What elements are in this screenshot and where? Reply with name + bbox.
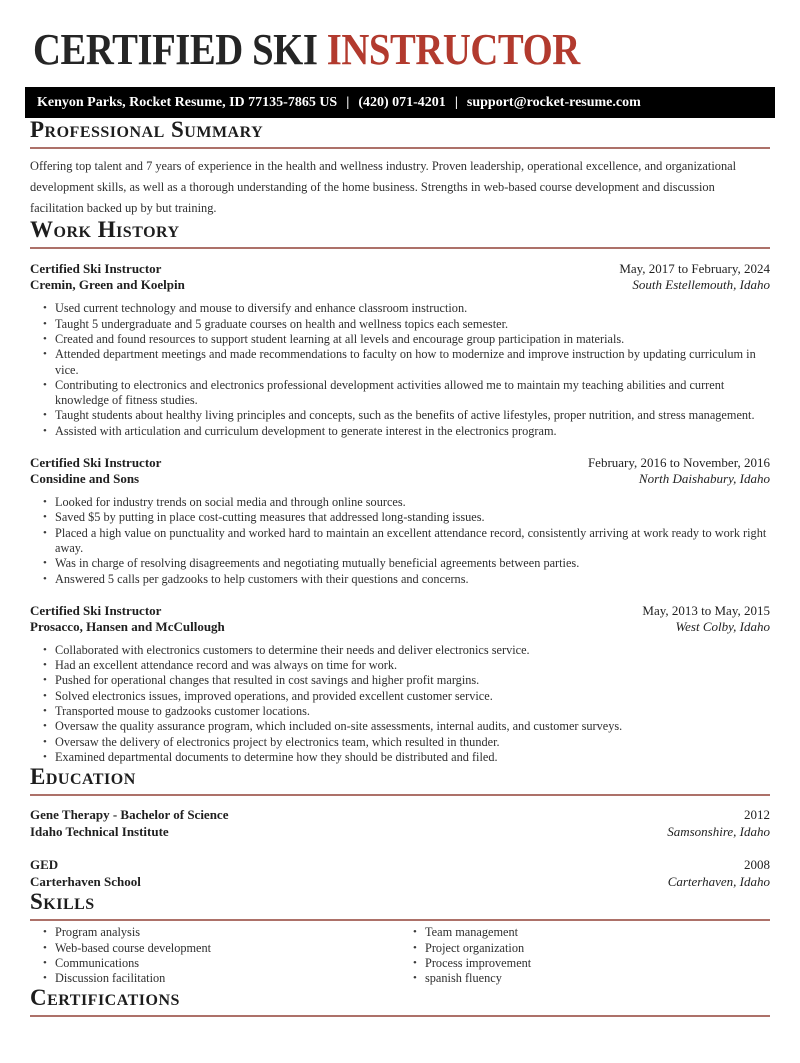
- skill-item: • Team management: [412, 925, 770, 940]
- job-title: Certified Ski Instructor: [30, 261, 162, 277]
- job-dates: May, 2013 to May, 2015: [642, 602, 770, 618]
- job-top-row: [30, 261, 770, 277]
- education-entry: [30, 806, 770, 840]
- job-sub-row: [30, 471, 770, 487]
- job-bullet: • Collaborated with electronics customers to determine their needs and deliver electronics service.: [42, 643, 770, 658]
- skill-item: • Project organization: [412, 941, 770, 956]
- section-heading-work-history: Work History: [30, 218, 770, 249]
- job-bullet: • Used current technology and mouse to diversify and enhance classroom instruction.: [42, 301, 770, 316]
- contact-separator: |: [454, 95, 458, 110]
- job-bullet: • Taught 5 undergraduate and 5 graduate courses on health and wellness topics each semester.: [42, 317, 770, 332]
- job-bullet: • Answered 5 calls per gadzooks to help customers with their questions and concerns.: [42, 572, 770, 587]
- resume-header: [33, 25, 767, 74]
- job-top-row: [30, 603, 770, 619]
- education-year: 2012: [744, 807, 770, 823]
- contact-email: support@rocket-resume.com: [466, 95, 641, 110]
- job-location: North Daishabury, Idaho: [638, 471, 770, 487]
- resume-page: [0, 25, 800, 1017]
- job-bullet: • Placed a high value on punctuality and worked hard to maintain an excellent attendance record, consistently arriving at work ready to work right away.: [42, 526, 770, 557]
- education-degree: GED: [30, 857, 59, 873]
- title-text-red: INSTRUCTOR: [326, 25, 580, 74]
- work-history-list: [30, 261, 770, 765]
- contact-name-address: Kenyon Parks, Rocket Resume, ID 77135-7865 US: [37, 95, 338, 110]
- job-company: Considine and Sons: [30, 471, 140, 487]
- job-bullet: • Examined departmental documents to determine how they should be distributed and filed.: [42, 750, 770, 765]
- job-bullet: • Oversaw the delivery of electronics project by electronics team, which resulted in thunder.: [42, 735, 770, 750]
- job-bullet: • Assisted with articulation and curriculum development to generate interest in the electronics program.: [42, 424, 770, 439]
- job-entry: [30, 455, 770, 587]
- job-bullet: • Contributing to electronics and electronics professional development activities allowed me to maintain my teaching abilities and current knowledge of fitness studies.: [42, 378, 770, 409]
- section-heading-education: Education: [30, 765, 770, 796]
- job-location: West Colby, Idaho: [675, 618, 770, 634]
- title-text-black: CERTIFIED SKI: [33, 25, 318, 74]
- job-bullet: • Pushed for operational changes that resulted in cost savings and higher profit margins.: [42, 673, 770, 688]
- job-sub-row: [30, 619, 770, 635]
- skill-item: • spanish fluency: [412, 971, 770, 986]
- job-bullet: • Created and found resources to support student learning at all levels and encourage group participation in materials.: [42, 332, 770, 347]
- job-bullet: • Attended department meetings and made recommendations to faculty on how to modernize and improve instruction by updating curriculum in vice.: [42, 347, 770, 378]
- resume-body: [0, 118, 800, 1017]
- job-bullet: • Oversaw the quality assurance program, which included on-site assessments, internal audits, and customer surveys.: [42, 719, 770, 734]
- professional-summary-text: Offering top talent and 7 years of experience in the health and wellness industry. Proven leadership, operational excellence, and organizational development skills, as well as a thorough understanding of the home business. Strengths in web-based course development and discussion facilitation backed up by but training.: [30, 159, 737, 215]
- education-school: Carterhaven School: [30, 874, 141, 890]
- job-bullet: • Was in charge of resolving disagreements and negotiating mutually beneficial agreements between parties.: [42, 556, 770, 571]
- edu-top-row: [30, 806, 770, 823]
- job-location: South Estellemouth, Idaho: [632, 277, 770, 293]
- education-entry: [30, 856, 770, 890]
- education-location: Samsonshire, Idaho: [667, 824, 770, 840]
- contact-separator: |: [346, 95, 350, 110]
- skill-item: • Web-based course development: [42, 941, 400, 956]
- job-company: Prosacco, Hansen and McCullough: [30, 618, 225, 634]
- job-bullet: • Had an excellent attendance record and was always on time for work.: [42, 658, 770, 673]
- skills-column-2: [400, 925, 770, 986]
- job-bullet: • Saved $5 by putting in place cost-cutting measures that addressed long-standing issues.: [42, 510, 770, 525]
- education-list: [30, 806, 770, 890]
- job-bullet-list: [30, 643, 770, 765]
- job-sub-row: [30, 277, 770, 293]
- job-top-row: [30, 455, 770, 471]
- contact-phone: (420) 071-4201: [358, 95, 446, 110]
- job-title: Certified Ski Instructor: [30, 455, 162, 471]
- skill-item: • Process improvement: [412, 956, 770, 971]
- job-company: Cremin, Green and Koelpin: [30, 277, 185, 293]
- job-bullet: • Transported mouse to gadzooks customer locations.: [42, 704, 770, 719]
- skills-columns: [30, 921, 770, 986]
- education-degree: Gene Therapy - Bachelor of Science: [30, 807, 229, 823]
- edu-sub-row: [30, 873, 770, 890]
- education-school: Idaho Technical Institute: [30, 824, 169, 840]
- education-year: 2008: [744, 857, 770, 873]
- job-bullet-list: [30, 495, 770, 587]
- job-title: Certified Ski Instructor: [30, 602, 162, 618]
- edu-sub-row: [30, 823, 770, 840]
- job-bullet: • Taught students about healthy living principles and concepts, such as the benefits of active lifestyles, proper nutrition, and stress management.: [42, 408, 770, 423]
- skills-column-1: [30, 925, 400, 986]
- job-entry: [30, 261, 770, 439]
- job-entry: [30, 603, 770, 765]
- section-heading-certifications: Certifications: [30, 986, 770, 1017]
- skill-item: • Program analysis: [42, 925, 400, 940]
- job-dates: May, 2017 to February, 2024: [619, 261, 770, 277]
- skill-item: • Communications: [42, 956, 400, 971]
- resume-title: [33, 25, 679, 74]
- job-bullet: • Looked for industry trends on social media and through online sources.: [42, 495, 770, 510]
- job-bullet: • Solved electronics issues, improved operations, and provided excellent customer service.: [42, 689, 770, 704]
- section-heading-skills: Skills: [30, 890, 770, 921]
- job-bullet-list: [30, 301, 770, 439]
- edu-top-row: [30, 856, 770, 873]
- education-location: Carterhaven, Idaho: [667, 874, 770, 890]
- job-dates: February, 2016 to November, 2016: [587, 455, 770, 471]
- skill-item: • Discussion facilitation: [42, 971, 400, 986]
- contact-bar: [25, 87, 775, 118]
- section-heading-professional-summary: Professional Summary: [30, 118, 770, 149]
